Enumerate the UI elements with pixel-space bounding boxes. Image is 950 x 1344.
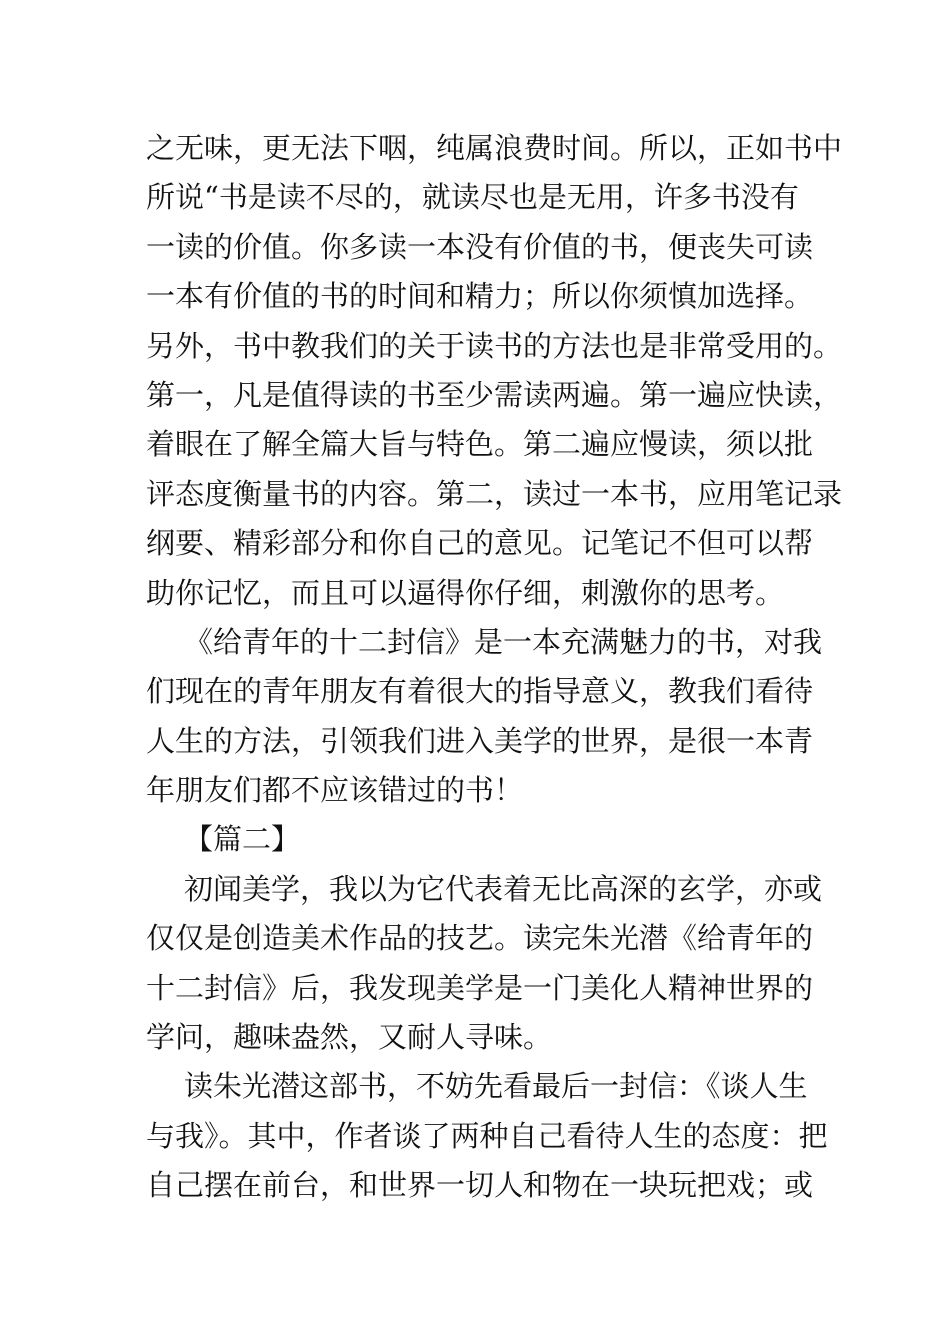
paragraph-first-line: 《给青年的十二封信》是一本充满魅力的书，对我	[184, 624, 823, 659]
text-line: 仅仅是创造美术作品的技艺。读完朱光潜《给青年的	[146, 921, 814, 956]
text-line: 人生的方法，引领我们进入美学的世界，是很一本青	[146, 723, 814, 758]
text-line: 一读的价值。你多读一本没有价值的书，便丧失可读	[146, 229, 814, 264]
body-text	[146, 124, 843, 1211]
section-heading: 【篇二】	[184, 822, 301, 857]
text-line: 年朋友们都不应该错过的书！	[146, 773, 524, 808]
text-line: 评态度衡量书的内容。第二，读过一本书，应用笔记录	[146, 476, 843, 511]
text-line: 着眼在了解全篇大旨与特色。第二遍应慢读，须以批	[146, 427, 814, 462]
text-line: 一本有价值的书的时间和精力；所以你须慎加选择。	[146, 279, 814, 314]
paragraph-first-line: 读朱光潜这部书，不妨先看最后一封信：《谈人生	[184, 1069, 808, 1104]
text-line: 学问，趣味盎然，又耐人寻味。	[146, 1020, 553, 1055]
text-line: 自己摆在前台，和世界一切人和物在一块玩把戏；或	[146, 1168, 814, 1203]
text-line: 另外，书中教我们的关于读书的方法也是非常受用的。	[146, 328, 843, 363]
text-line: 们现在的青年朋友有着很大的指导意义，教我们看待	[146, 674, 814, 709]
text-line: 与我》。其中，作者谈了两种自己看待人生的态度：把	[146, 1118, 828, 1153]
text-line: 纲要、精彩部分和你自己的意见。记笔记不但可以帮	[146, 526, 814, 561]
text-line: 十二封信》后，我发现美学是一门美化人精神世界的	[146, 970, 814, 1005]
text-line: 之无味，更无法下咽，纯属浪费时间。所以，正如书中	[146, 131, 843, 165]
text-line: 第一，凡是值得读的书至少需读两遍。第一遍应快读，	[146, 377, 843, 412]
paragraph-first-line: 初闻美学，我以为它代表着无比高深的玄学，亦或	[184, 871, 823, 906]
text-line: 所说“书是读不尽的，就读尽也是无用，许多书没有	[146, 180, 799, 215]
text-line: 助你记忆，而且可以逼得你仔细，刺激你的思考。	[146, 575, 785, 610]
